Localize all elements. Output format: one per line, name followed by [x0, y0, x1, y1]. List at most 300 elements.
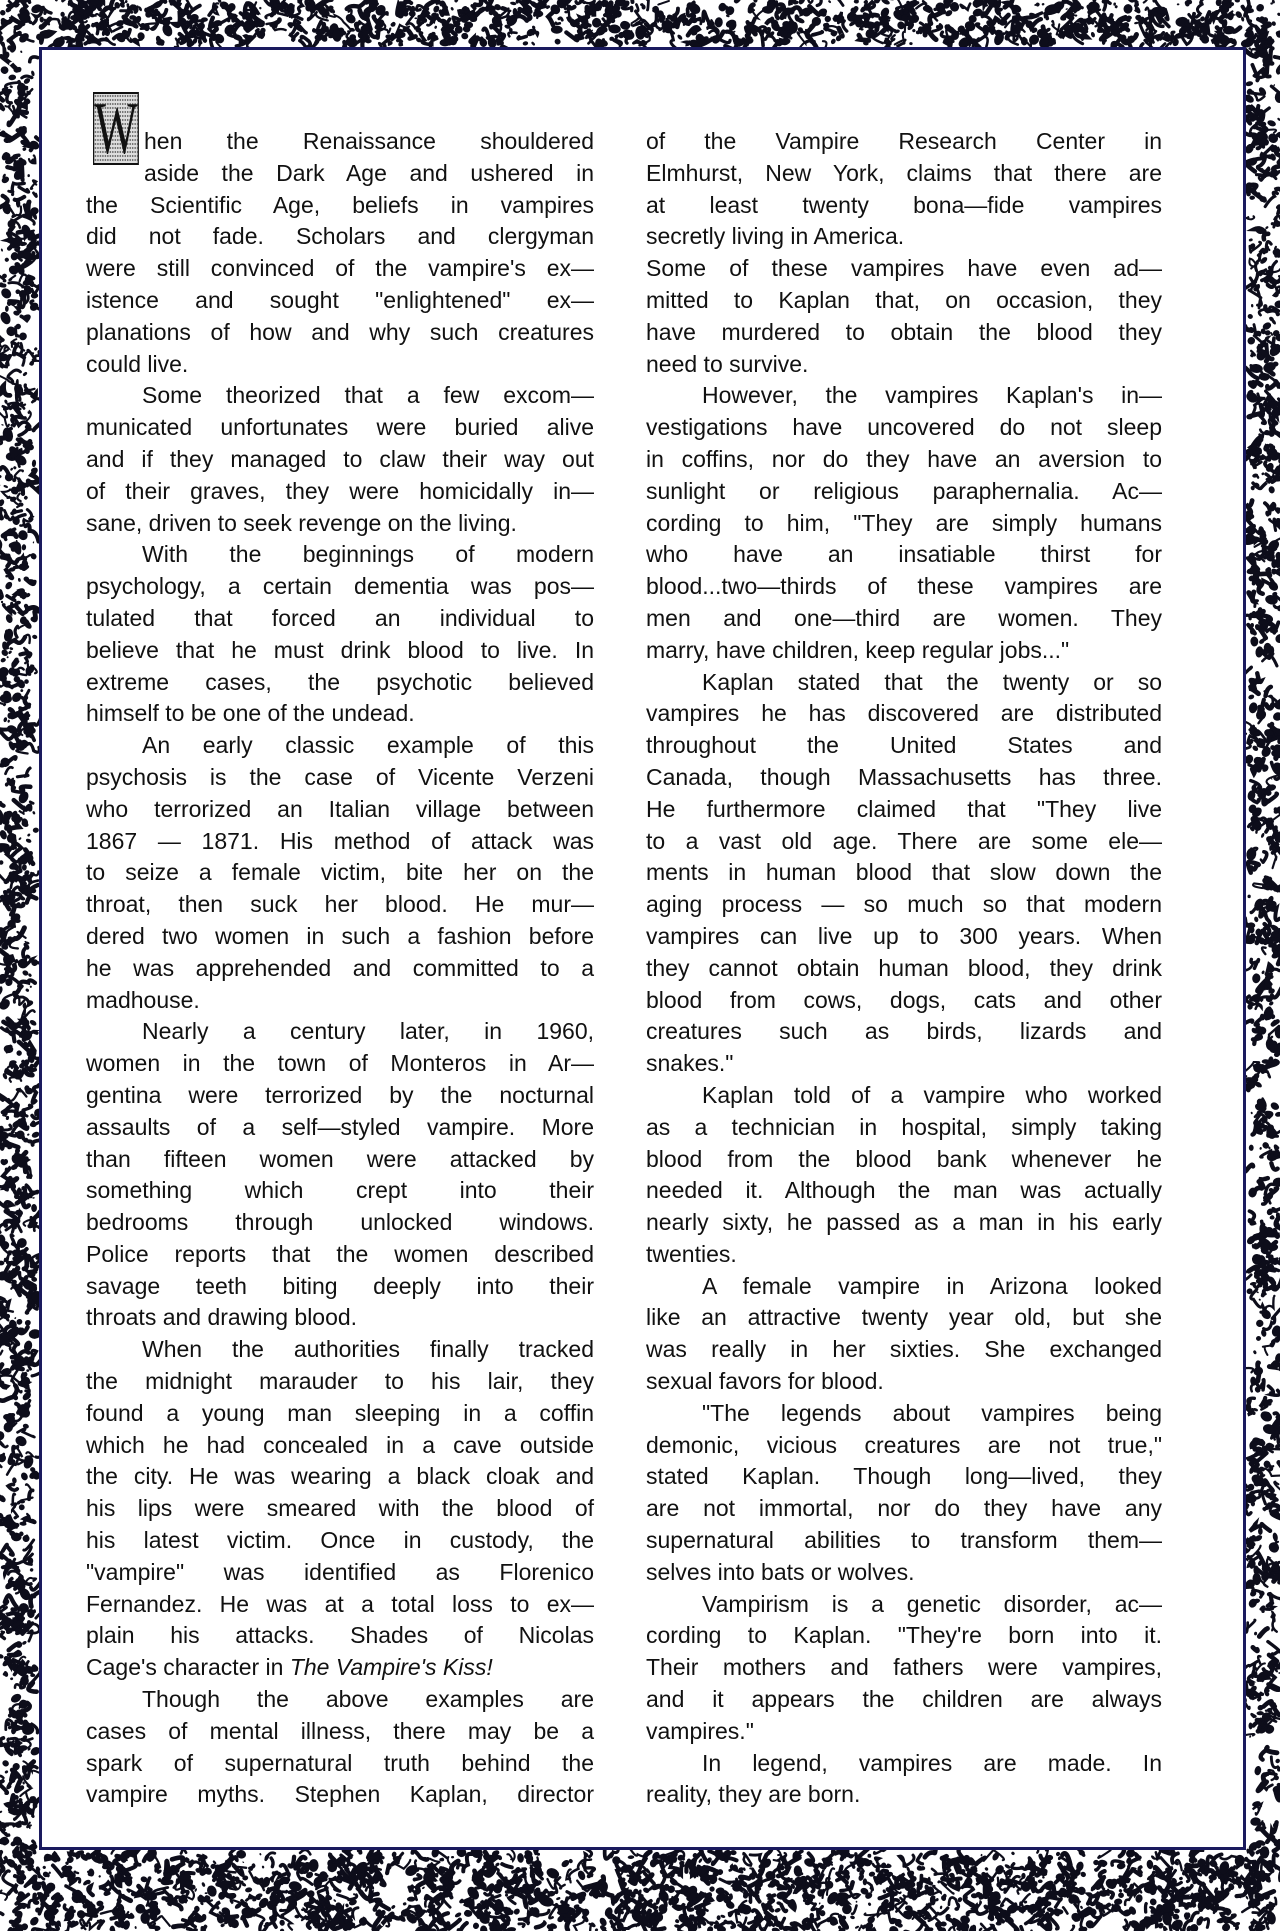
text-line: women in the town of Monteros in Ar— [86, 1050, 594, 1077]
speckle [29, 985, 32, 988]
speckle [628, 1900, 642, 1907]
speckle [1268, 1642, 1280, 1655]
speckle [387, 1865, 389, 1873]
speckle [204, 1927, 207, 1931]
speckle [29, 734, 35, 740]
text-line: and if they managed to claw their way out [86, 445, 594, 472]
text-line: of their graves, they were homicidally in— [86, 477, 594, 504]
speckle [798, 0, 807, 5]
speckle [1146, 1859, 1154, 1869]
speckle [127, 38, 138, 44]
speckle [6, 1178, 15, 1186]
speckle [1254, 1765, 1262, 1776]
speckle [458, 1865, 465, 1868]
speckle [123, 1865, 135, 1875]
speckle [864, 22, 875, 24]
speckle [1275, 92, 1280, 103]
speckle [173, 1868, 177, 1871]
speckle [22, 371, 28, 377]
speckle [10, 1455, 13, 1463]
text-line: dered two women in such a fashion before [86, 922, 594, 949]
speckle [13, 659, 18, 666]
text-line: plain his attacks. Shades of Nicolas [86, 1622, 594, 1649]
speckle [1272, 1532, 1279, 1541]
speckle [201, 1882, 206, 1888]
speckle [1253, 1904, 1259, 1906]
speckle [556, 23, 560, 24]
text-line: the Scientific Age, beliefs in vampires [86, 191, 594, 218]
text-line: men and one—third are women. They [646, 604, 1162, 631]
speckle [817, 0, 821, 5]
speckle [13, 466, 17, 470]
text-line: in coffins, nor do they have an aversion to [646, 445, 1162, 472]
speckle [0, 498, 5, 507]
speckle [26, 806, 30, 810]
speckle [33, 193, 36, 197]
text-line: who terrorized an Italian village between [86, 795, 594, 822]
speckle [518, 36, 526, 38]
text-line: mitted to Kaplan that, on occasion, they [646, 286, 1162, 313]
speckle [1249, 1735, 1252, 1738]
speckle [30, 292, 38, 299]
speckle [33, 347, 38, 352]
speckle [15, 550, 20, 553]
text-line: Vampirism is a genetic disorder, ac— [702, 1590, 1162, 1617]
speckle [202, 1897, 208, 1900]
speckle [980, 1854, 982, 1857]
speckle [1250, 636, 1259, 647]
speckle [27, 510, 31, 519]
text-line: reality, they are born. [646, 1781, 861, 1808]
speckle [30, 236, 34, 239]
speckle [0, 1522, 11, 1524]
speckle [369, 1894, 380, 1910]
speckle [1, 248, 4, 252]
speckle [1249, 195, 1255, 200]
text-line: stated Kaplan. Though long—lived, they [646, 1463, 1162, 1490]
speckle [27, 833, 31, 837]
speckle [453, 17, 459, 25]
speckle [17, 331, 28, 342]
text-line: throat, then suck her blood. He mur— [86, 891, 594, 918]
speckle [451, 1856, 454, 1859]
speckle [33, 1292, 34, 1294]
speckle [289, 1857, 294, 1867]
text-line [86, 1652, 594, 1684]
text-line: than fifteen women were attacked by [86, 1145, 594, 1172]
speckle [21, 316, 29, 320]
speckle [602, 1927, 609, 1931]
speckle [640, 1852, 650, 1865]
speckle [88, 1903, 91, 1904]
right-column [646, 126, 1162, 1811]
text-line: marry, have children, keep regular jobs..." [646, 636, 1070, 663]
speckle [134, 1926, 136, 1929]
speckle [18, 578, 22, 582]
speckle [3, 717, 8, 723]
speckle [793, 1865, 803, 1878]
speckle [619, 20, 631, 31]
text-line: Kaplan stated that the twenty or so [702, 668, 1162, 695]
speckle [683, 1907, 686, 1914]
speckle [15, 1120, 24, 1125]
speckle [3, 1243, 7, 1247]
speckle [27, 427, 30, 429]
text-line: vampires can live up to 300 years. When [646, 922, 1162, 949]
speckle [1275, 1898, 1276, 1904]
speckle [1252, 1365, 1264, 1377]
text-line: demonic, vicious creatures are not true," [646, 1431, 1162, 1458]
speckle [917, 1854, 922, 1864]
speckle [162, 1916, 170, 1926]
speckle [71, 1923, 76, 1926]
speckle [0, 1653, 4, 1659]
speckle [1246, 1734, 1255, 1735]
speckle [1258, 1298, 1261, 1301]
text-line: Police reports that the women described [86, 1240, 594, 1267]
speckle [32, 634, 38, 639]
speckle [1148, 25, 1152, 37]
speckle [1124, 1920, 1131, 1931]
speckle [267, 23, 270, 25]
text-line: nearly sixty, he passed as a man in his early [646, 1209, 1162, 1236]
speckle [441, 12, 443, 15]
speckle [1267, 1773, 1276, 1774]
speckle [7, 719, 10, 723]
speckle [847, 1854, 852, 1857]
speckle [46, 1853, 58, 1860]
speckle [574, 1921, 584, 1931]
speckle [1055, 1851, 1061, 1857]
speckle [472, 6, 475, 9]
speckle [1252, 973, 1261, 984]
speckle [1249, 259, 1256, 269]
speckle [205, 1892, 208, 1894]
speckle [26, 1369, 29, 1372]
text-line: 1867 — 1871. His method of attack was [86, 827, 594, 854]
text-line: to seize a female victim, bite her on the [86, 859, 594, 886]
speckle [1254, 1632, 1258, 1636]
speckle [9, 85, 13, 89]
speckle [272, 20, 280, 25]
speckle [12, 510, 22, 514]
speckle [622, 7, 632, 11]
paragraph [86, 126, 594, 380]
speckle [1012, 1876, 1019, 1880]
text-line: who have an insatiable thirst for [646, 541, 1162, 568]
speckle [3, 531, 16, 537]
speckle [414, 1875, 420, 1880]
text-line: He furthermore claimed that "They live [646, 795, 1162, 822]
text-line: Some theorized that a few excom— [142, 382, 594, 409]
speckle [655, 8, 662, 16]
speckle [27, 1133, 30, 1136]
speckle [359, 1850, 361, 1852]
text-line: blood from the blood bank whenever he [646, 1145, 1162, 1172]
speckle [1104, 1877, 1119, 1891]
speckle [31, 1204, 37, 1212]
speckle [454, 1911, 462, 1918]
speckle [16, 439, 19, 444]
speckle [15, 197, 25, 200]
speckle [881, 0, 891, 6]
speckle [0, 1351, 2, 1355]
speckle [136, 1888, 148, 1896]
speckle [42, 1865, 46, 1869]
speckle [1255, 3, 1266, 13]
text-line: his latest victim. Once in custody, the [86, 1527, 594, 1554]
speckle [167, 1875, 169, 1879]
text-line: as a technician in hospital, simply taking [646, 1113, 1162, 1140]
speckle [1261, 1829, 1269, 1837]
speckle [29, 1568, 34, 1573]
speckle [8, 74, 16, 81]
speckle [1248, 694, 1255, 701]
speckle [867, 1902, 871, 1906]
speckle [549, 1907, 555, 1918]
speckle [722, 1892, 731, 1898]
speckle [556, 1896, 561, 1900]
speckle [19, 1750, 21, 1752]
speckle [1179, 1876, 1184, 1881]
speckle [684, 41, 689, 45]
text-line: and it appears the children are always [646, 1686, 1162, 1713]
paragraph [646, 1271, 1162, 1398]
text-line: Some of these vampires have even ad— [646, 255, 1162, 282]
speckle [123, 1896, 131, 1900]
speckle [242, 1861, 244, 1863]
speckle [422, 1886, 426, 1889]
text-line: aside the Dark Age and ushered in [144, 159, 594, 186]
speckle [783, 38, 788, 42]
speckle [345, 1903, 349, 1908]
speckle [461, 32, 469, 40]
speckle [66, 1886, 75, 1895]
speckle [852, 9, 856, 14]
speckle [818, 1902, 820, 1905]
speckle [1134, 21, 1139, 24]
text-line: sunlight or religious paraphernalia. Ac— [646, 477, 1162, 504]
speckle [4, 257, 10, 263]
speckle [1262, 947, 1266, 954]
text-line: his lips were smeared with the blood of [86, 1495, 594, 1522]
speckle [25, 988, 30, 993]
speckle [279, 1919, 285, 1926]
speckle [6, 356, 10, 366]
speckle [21, 1640, 27, 1645]
speckle [250, 1865, 254, 1868]
text-line: savage teeth biting deeply into their [86, 1272, 594, 1299]
speckle [706, 1925, 714, 1931]
speckle [26, 202, 31, 217]
speckle [506, 1927, 516, 1931]
text-line: he was apprehended and committed to a [86, 954, 594, 981]
speckle [1276, 1668, 1280, 1671]
paragraph [646, 380, 1162, 666]
speckle [1149, 1898, 1158, 1907]
speckle [1177, 3, 1180, 5]
text-line: tulated that forced an individual to [86, 604, 594, 631]
speckle [33, 1882, 41, 1884]
speckle [1271, 1340, 1275, 1345]
speckle [28, 607, 39, 620]
text-line: istence and sought "enlightened" ex— [86, 286, 594, 313]
text-line: need to survive. [646, 350, 809, 377]
speckle [1267, 119, 1277, 127]
speckle [840, 1916, 847, 1927]
speckle [1234, 0, 1240, 3]
speckle [1035, 2, 1040, 7]
text-line: With the beginnings of modern [142, 541, 594, 568]
text-line: ments in human blood that slow down the [646, 859, 1162, 886]
speckle [508, 32, 516, 36]
speckle [0, 329, 3, 340]
speckle [1021, 1927, 1024, 1931]
text-line: they cannot obtain human blood, they drink [646, 954, 1162, 981]
speckle [1248, 625, 1255, 634]
speckle [1251, 304, 1254, 308]
speckle [28, 1915, 40, 1927]
speckle [726, 1858, 736, 1861]
speckle [984, 1867, 989, 1872]
line-text: Cage's character in [86, 1654, 290, 1681]
speckle [1261, 242, 1271, 253]
speckle [25, 525, 38, 542]
speckle [492, 1894, 500, 1901]
speckle [0, 997, 12, 1012]
text-line: municated unfortunates were buried alive [86, 414, 594, 441]
speckle [18, 1866, 22, 1873]
text-line: Elmhurst, New York, claims that there are [646, 159, 1162, 186]
speckle [1273, 1021, 1278, 1024]
speckle [861, 1925, 864, 1927]
speckle [1150, 1855, 1156, 1861]
speckle [830, 38, 837, 45]
speckle [1257, 300, 1261, 308]
speckle [935, 1899, 938, 1900]
speckle [1272, 711, 1280, 723]
speckle [1269, 1101, 1280, 1112]
speckle [26, 1484, 31, 1489]
speckle [1247, 527, 1252, 531]
speckle [3, 1545, 13, 1555]
left-column [86, 126, 594, 1811]
speckle [391, 1904, 396, 1909]
speckle [21, 786, 30, 790]
speckle [32, 459, 37, 467]
text-line: at least twenty bona—fide vampires [646, 191, 1162, 218]
speckle [1271, 425, 1280, 435]
text-line: cording to him, "They are simply humans [646, 509, 1162, 536]
speckle [850, 0, 857, 2]
speckle [519, 1924, 524, 1927]
text-line: throats and drawing blood. [86, 1304, 358, 1331]
speckle [20, 50, 23, 53]
speckle [1249, 1145, 1254, 1151]
speckle [74, 1872, 78, 1874]
speckle [1276, 809, 1280, 812]
speckle [0, 1810, 3, 1813]
speckle [531, 41, 536, 46]
speckle [259, 1853, 262, 1856]
speckle [1001, 1899, 1006, 1906]
speckle [116, 1875, 120, 1885]
speckle [1256, 1926, 1264, 1928]
speckle [1266, 687, 1271, 696]
speckle [5, 306, 9, 312]
speckle [1268, 1904, 1272, 1908]
speckle [559, 18, 562, 20]
speckle [30, 57, 38, 62]
speckle [23, 949, 25, 957]
paragraph [646, 126, 1162, 253]
speckle [978, 1927, 983, 1931]
speckle [843, 21, 847, 31]
speckle [1249, 592, 1254, 601]
speckle [1271, 1163, 1277, 1169]
speckle [1266, 1747, 1276, 1752]
speckle [11, 1612, 13, 1613]
speckle [590, 1924, 595, 1931]
speckle [388, 29, 390, 33]
speckle [1274, 519, 1276, 530]
speckle [1253, 1647, 1258, 1651]
speckle [0, 437, 6, 444]
speckle [1074, 14, 1077, 17]
speckle [777, 41, 780, 44]
paragraph [86, 1016, 594, 1334]
speckle [29, 1019, 38, 1027]
speckle [12, 424, 15, 426]
speckle [1042, 1876, 1045, 1879]
speckle [14, 1906, 23, 1911]
speckle [245, 1887, 253, 1893]
speckle [1264, 234, 1269, 240]
text-line: assaults of a self—styled vampire. More [86, 1113, 594, 1140]
speckle [1, 424, 4, 426]
speckle [6, 767, 13, 774]
speckle [1199, 1919, 1201, 1923]
speckle [14, 155, 19, 157]
speckle [32, 1197, 35, 1199]
speckle [1245, 81, 1253, 87]
speckle [899, 1856, 906, 1866]
speckle [4, 556, 18, 567]
speckle [942, 1856, 946, 1868]
speckle [669, 17, 673, 19]
speckle [15, 986, 22, 996]
speckle [16, 1050, 23, 1057]
text-line: psychosis is the case of Vicente Verzeni [86, 763, 594, 790]
text-line: supernatural abilities to transform them— [646, 1527, 1162, 1554]
speckle [0, 870, 5, 880]
speckle [828, 0, 832, 4]
speckle [1135, 1, 1139, 12]
text-line: An early classic example of this [142, 732, 594, 759]
speckle [1259, 1628, 1267, 1636]
speckle [20, 590, 29, 596]
speckle [781, 1905, 786, 1912]
speckle [646, 1885, 662, 1891]
speckle [720, 1914, 726, 1918]
speckle [1265, 192, 1277, 206]
speckle [24, 1676, 27, 1686]
speckle [740, 1877, 748, 1879]
speckle [0, 97, 3, 100]
speckle [17, 768, 30, 777]
speckle [0, 509, 2, 518]
speckle [0, 1890, 7, 1901]
